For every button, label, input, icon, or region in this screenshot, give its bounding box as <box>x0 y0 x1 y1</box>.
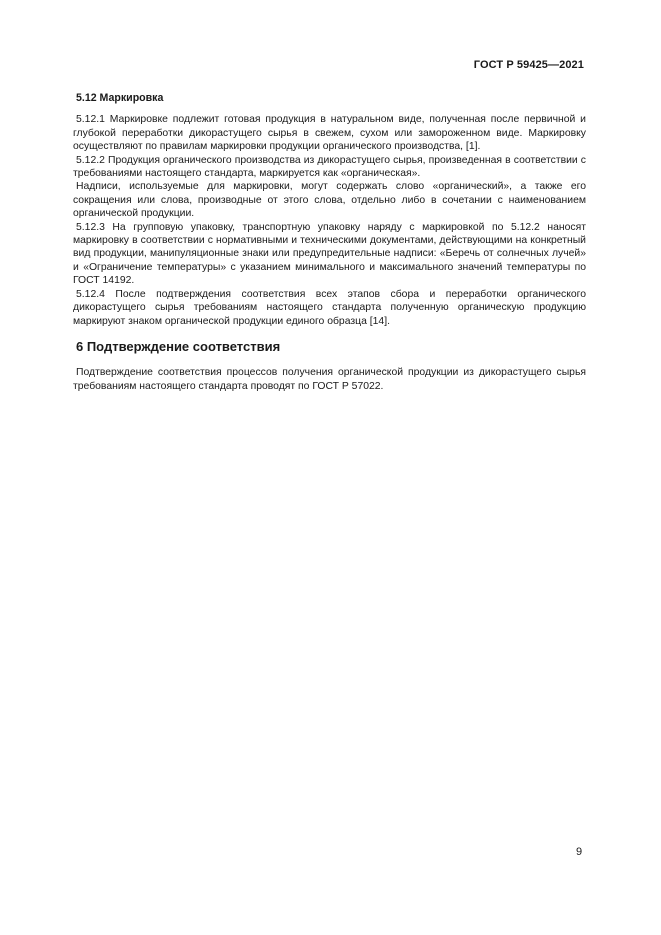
paragraph-5-12-1: 5.12.1 Маркировке подлежит готовая продукция в натуральном виде, полученная после первичной и глубокой переработки дикорастущего сырья в свежем, сухом или замороженном виде. Маркировку осуществляют по правилам маркировки продукции органического производства, [1]. <box>73 114 586 153</box>
section-title-conformity: 6 Подтверждение соответствия <box>76 338 281 354</box>
paragraph-5-12-4: 5.12.4 После подтверждения соответствия всех этапов сбора и переработки органического дикорастущего сырья требованиям настоящего стандарта полученную органическую продукцию маркируют знаком органической продукции единого образца [14]. <box>73 288 586 327</box>
paragraph-5-12-2: 5.12.2 Продукция органического производства из дикорастущего сырья, произведенная в соответствии с требованиями настоящего стандарта, маркируется как «органическая». <box>73 154 586 180</box>
paragraph-conformity: Подтверждение соответствия процессов получения органической продукции из дикорастущего сырья требованиям настоящего стандарта проводят по ГОСТ Р 57022. <box>73 367 586 392</box>
paragraph-inscriptions: Надписи, используемые для маркировки, могут содержать слово «органический», а также его сокращения или слова, производные от этого слова, отдельно либо в сочетании с наименованием органической продукции. <box>73 181 586 220</box>
page-content <box>73 92 586 393</box>
standard-number: ГОСТ Р 59425—2021 <box>473 59 584 71</box>
paragraph-5-12-3: 5.12.3 На групповую упаковку, транспортную упаковку наряду с маркировкой по 5.12.2 наносят маркировку в соответствии с нормативными и техническими документами, действующими на конкретный вид продукции, манипуляционные знаки или предупредительные надписи: «Беречь от солнечных лучей» и «Ограничение температуры» с указанием минимального и максимального значений температуры по ГОСТ 14192. <box>73 221 586 287</box>
page-number: 9 <box>576 846 583 858</box>
subsection-title-marking: 5.12 Маркировка <box>76 92 164 104</box>
